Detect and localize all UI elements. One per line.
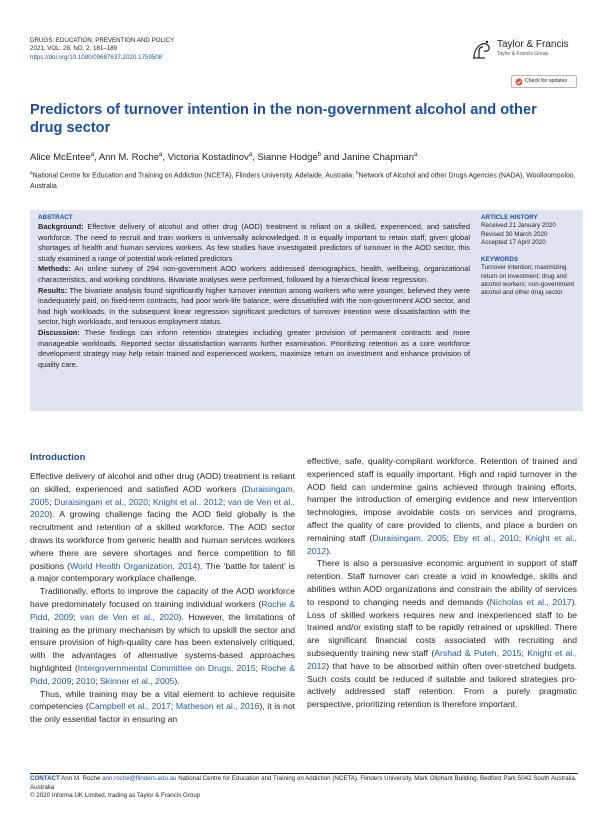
check-for-updates-button[interactable]: [511, 75, 577, 88]
paragraph: effective, safe, quality-compliant workforce. Retention of trained and experienced staff is equally important. High and rapid turnover in the AOD field can undermine gains achieved through training efforts, hamper the introduction of emerging evidence and new intervention technologies, impose avoidable costs on services and programs, affect the quality of care provided to clients, and place a burden on remaining staff (Duraisingam, 2005; Eby et al., 2010; Knight et al., 2012).: [307, 456, 578, 556]
paragraph: Traditionally, efforts to improve the capacity of the AOD workforce have predominately focused on training individual workers (Roche & Pidd, 2009; van de Ven et al., 2020). However, the limitations of training as the primary mechanism by which to upskill the sector and ensure provision of high-quality care has been extensively critiqued, with the advantages of alternative systems-based approaches highlighted (Intergovernmental Committee on Drugs, 2015; Roche & Pidd, 2009; 2010; Skinner et al., 2005).: [30, 586, 295, 686]
author[interactable]: Victoria Kostadinov$^a$: [167, 152, 253, 164]
publisher-group: Taylor & Francis Group: [497, 51, 549, 57]
publisher-logo: [470, 38, 582, 64]
contact-email-link[interactable]: ann.roche@flinders.edu.au: [102, 775, 177, 782]
paragraph: Effective delivery of alcohol and other drug (AOD) treatment is reliant on skilled, experienced and satisfied AOD workers (Duraisingam, 2005; Duraisingam et al., 2020; Knight et al., 2012; van de Ven et al., 2020). A growing challenge facing the AOD field globally is the recruitment and retention of a skilled workforce. The AOD sector draws its workforce from generic health and human services workers where there are severe shortages and fierce competition to fill positions (World Health Organization, 2014). The ‘battle for talent’ is a major contemporary workplace challenge.: [30, 471, 296, 584]
body-column-left: [30, 470, 295, 726]
abstract: [38, 214, 470, 370]
copyright: © 2020 Informa UK Limited, trading as Taylor & Francis Group: [30, 792, 201, 800]
abstract-discussion: Discussion: These findings can inform retention strategies including greater provision of permanent contracts and more manageable workloads. Reported sector dissatisfaction warrants further examination. Prioritizing retention as a core workforce development strategy may help retain trained and experienced workers, maximize return on investment and enhance provision of quality care.: [38, 327, 470, 369]
body-column-right: [307, 455, 577, 711]
affiliations: $^a$National Centre for Education and Training on Addiction (NCETA), Flinders University, Adelaide, Australia; $^b$Network of Alcohol and other Drugs Agencies (NADA), Woolloomooloo, Australia: [30, 170, 576, 190]
author-list: Alice McEntee$^a$, Ann M. Roche$^a$, Victoria Kostadinov$^a$, Sianne Hodge$^b$ and Janine Chapman$^a$: [30, 152, 418, 164]
author[interactable]: Sianne Hodge$^b$: [257, 152, 322, 164]
journal-name: DRUGS: EDUCATION, PREVENTION AND POLICY: [30, 37, 175, 44]
journal-info: [30, 37, 174, 62]
contact-line: CONTACT Ann M. Roche ann.roche@flinders.edu.au National Centre for Education and Training on Addiction (NCETA), Flinders University, Mark Oliphant Building, Bedford Park 5042 South Australia, Australia: [30, 775, 577, 791]
taylor-francis-logo-icon: [470, 38, 494, 62]
revised-date: Revised 30 March 2020: [481, 230, 548, 238]
author[interactable]: Ann M. Roche$^a$: [98, 152, 163, 164]
paragraph: There is also a persuasive economic argument in support of staff retention. Staff turnover can create a void in knowledge, skills and abilities within AOD organizations and constrain the ability of services to respond to changing needs and demands (Nicholas et al., 2017). Loss of skilled workers requires new and inexperienced staff to be trained and/or existing staff to be rapidly retrained or upskilled. There are significant financial costs associated with recruiting and subsequently training new staff (Arshad & Puteh, 2015; Knight et al., 2012) that have to be absorbed within often over-stretched budgets. Such costs could be reduced if suitable and tailored strategies pro-actively addressed staff retention. From a purely pragmatic perspective, prioritizing retention is therefore important.: [307, 558, 577, 710]
keywords-text: Turnover intention; maximizing return on investment; drug and alcohol workers; non-government alcohol and other drug sector: [481, 264, 575, 297]
article-sidebar: [481, 214, 577, 298]
author[interactable]: Janine Chapman$^a$: [342, 152, 418, 164]
footer: [30, 775, 590, 801]
article-history-heading: ARTICLE HISTORY: [481, 214, 538, 221]
abstract-results: Results: The bivariate analysis found significantly higher turnover intention among workers who were younger, believed they were inadequately paid, on fixed-term contracts, had poor work-life balance, were dissatisfied with the non-government AOD sector, and had high workloads. In the subsequent linear regression significant predictors of turnover intention were dissatisfaction with the sector, high workloads, and tenuous employment status.: [38, 285, 470, 327]
paragraph: Thus, while training may be a vital element to achieve requisite competencies (Campbell et al., 2017; Matheson et al., 2016), it is not the only essential factor in ensuring an: [30, 688, 296, 725]
check-updates-label: Check for updates: [525, 78, 568, 84]
article-title: Predictors of turnover intention in the non-government alcohol and other drug sector: [30, 102, 537, 136]
accepted-date: Accepted 17 April 2020: [481, 238, 546, 246]
abstract-heading: ABSTRACT: [38, 214, 73, 221]
footer-rule: [30, 773, 578, 774]
doi-link[interactable]: https://doi.org/10.1080/09687637.2020.1759508: [30, 53, 163, 61]
check-updates-icon: [515, 78, 523, 86]
keywords-heading: KEYWORDS: [481, 256, 519, 264]
introduction-heading: Introduction: [30, 452, 86, 463]
journal-citation: 2021, VOL. 28, NO. 2, 181–189: [30, 45, 118, 53]
author[interactable]: Alice McEntee$^a$: [30, 152, 95, 164]
received-date: Received 21 January 2020: [481, 222, 556, 230]
abstract-background: Background: Effective delivery of alcohol and other drug (AOD) treatment is reliant on a skilled, experienced, and satisfied workforce. The need to recruit and train workers is universally acknowledged. It is equally important to retain staff, given global shortages of health and human services workers. As few studies have investigated predictors of turnover in the AOD sector, this study examined a range of potential work-related predictors.: [38, 222, 470, 263]
abstract-methods: Methods: An online survey of 294 non-government AOD workers addressed demographics, health, wellbeing, organizational characteristics, and working conditions. Bivariate analyses were performed, followed by a hierarchical linear regression.: [38, 264, 470, 284]
publisher-name: Taylor & Francis: [497, 39, 569, 50]
